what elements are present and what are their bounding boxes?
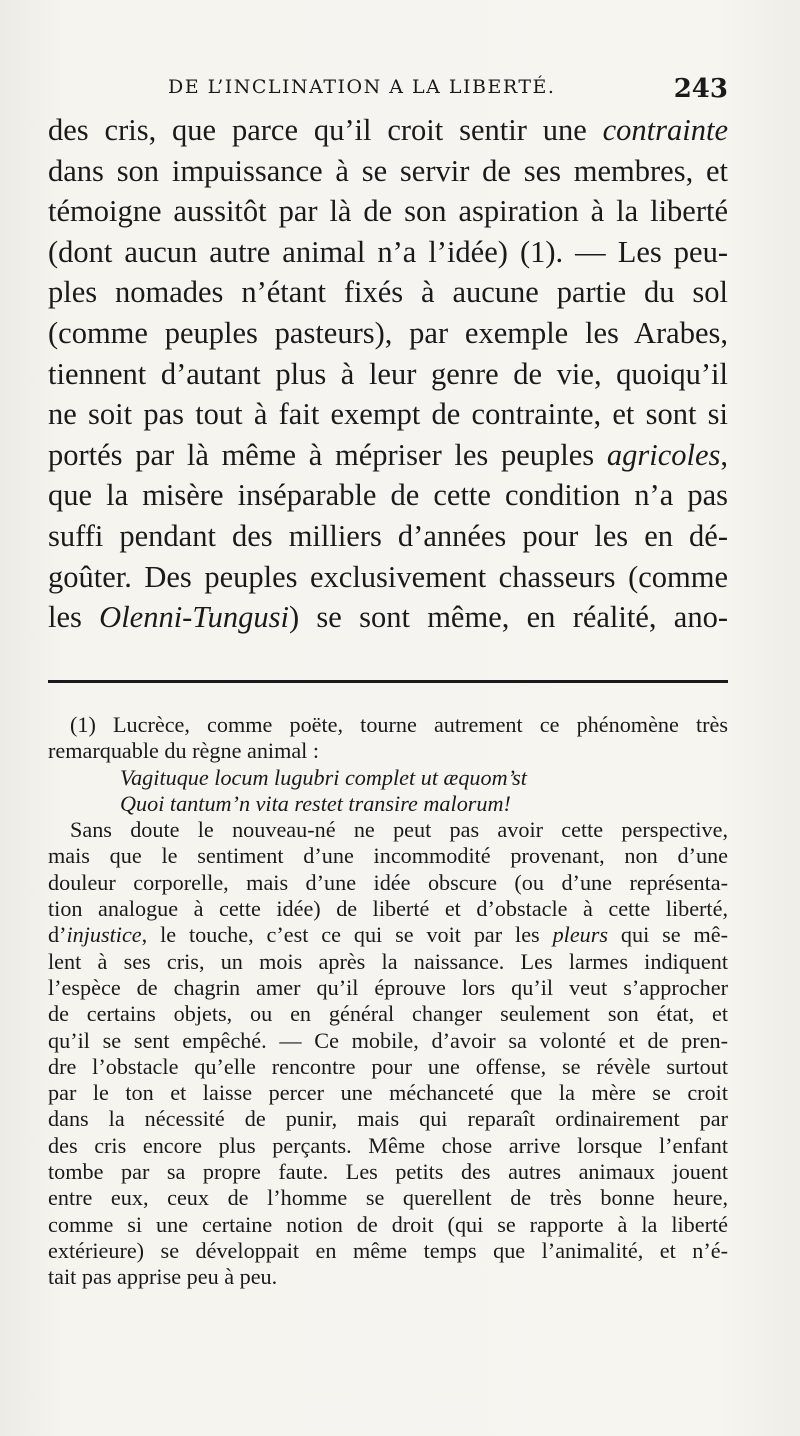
text-line [48,354,728,395]
text-segment: (comme peuples pasteurs), par exemple les Arabes, [48,315,728,350]
text-segment: , [720,437,728,472]
text-segment: l’espèce de chagrin amer qu’il éprouve lors qu’il veut s’approcher [48,974,728,1000]
footnote-line [48,870,728,896]
footnote-line [48,1185,728,1211]
footnote-line [48,922,728,948]
verse-line: Vagituque locum lugubri complet ut æquom’st [120,764,527,790]
text-segment: qui se mê- [608,922,728,948]
text-line [48,110,728,151]
text-segment: douleur corporelle, mais d’une idée obscure (ou d’une représenta- [48,869,728,895]
text-segment: tion analogue à cette idée) de liberté et d’obstacle à cette liberté, [48,896,728,922]
text-segment: témoigne aussitôt par là de son aspiration à la liberté [48,194,728,229]
footnote-line: (1) Lucrèce, comme poëte, tourne autrement ce phénomène très [70,712,728,737]
text-line [48,313,728,354]
text-line [48,151,728,192]
footnote-line [48,1212,728,1238]
running-title: DE L’INCLINATION A LA LIBERTÉ. [168,76,556,98]
italic-term: pleurs [552,922,609,948]
text-segment: tait pas apprise peu à peu. [48,1264,278,1290]
text-line [48,475,728,516]
footnote-line [48,1133,728,1159]
text-segment: dans son impuissance à se servir de ses membres, et [48,153,728,188]
text-segment: des cris encore plus perçants. Même chose arrive lorsque l’enfant [48,1132,728,1158]
text-segment: mais que le sentiment d’une incommodité provenant, non d’une [48,843,728,869]
text-segment: que la misère inséparable de cette condition n’a pas [48,478,728,513]
italic-term: Olenni-Tungusi [99,600,289,635]
italic-term: injustice [66,922,142,948]
footnote-line [48,1080,728,1106]
text-segment: goûter. Des peuples exclusivement chasseurs (comme [48,559,728,594]
text-line [48,557,728,598]
text-segment: , le touche, c’est ce qui se voit par les [141,922,553,948]
text-segment: qu’il se sent empêché. — Ce mobile, d’avoir sa volonté et de pren- [48,1027,728,1053]
text-line [48,516,728,557]
text-segment: dre l’obstacle qu’elle rencontre pour une offense, se révèle surtout [48,1053,728,1079]
text-segment: tiennent d’autant plus à leur genre de vie, quoiqu’il [48,356,728,391]
footnote-line [48,1238,728,1264]
text-line [48,394,728,435]
footnote-separator [48,680,728,683]
footnote-line: remarquable du règne animal : [48,738,320,764]
footnote-line [48,1054,728,1080]
footnote-line [48,1001,728,1027]
text-segment: d’ [48,922,67,948]
footnote-line [48,1106,728,1132]
footnote-line [48,896,728,922]
footnote-line [48,843,728,869]
footnote-verse [48,765,728,818]
footnote-body [48,817,728,1290]
footnote-line [48,1264,728,1290]
text-segment: de certains objets, ou en général changer seulement son état, et [48,1001,728,1027]
text-segment: suffi pendant des milliers d’années pour les en dé- [48,518,728,553]
text-segment: Sans doute le nouveau-né ne peut pas avoir cette perspective, [70,817,728,843]
footnote-line [48,949,728,975]
text-segment: ) se sont même, en réalité, ano- [288,600,728,635]
text-segment: dans la nécessité de punir, mais qui reparaît ordinairement par [48,1106,728,1132]
text-line [48,435,728,476]
text-segment: ne soit pas tout à fait exempt de contrainte, et sont si [48,397,728,432]
main-text [48,110,728,638]
text-segment: lent à ses cris, un mois après la naissance. Les larmes indiquent [48,948,728,974]
text-segment: tombe par sa propre faute. Les petits des autres animaux jouent [48,1159,728,1185]
text-line [48,191,728,232]
text-line [48,597,728,638]
italic-term: contrainte [602,113,728,147]
text-segment: ples nomades n’étant fixés à aucune partie du sol [48,275,728,310]
text-segment: comme si une certaine notion de droit (qui se rapporte à la liberté [48,1211,728,1237]
text-line [48,272,728,313]
text-segment: par le ton et laisse percer une méchanceté que la mère se croit [48,1080,728,1106]
page-header [48,74,728,110]
verse-line: Quoi tantum’n vita restet transire malorum! [120,790,511,816]
footnote-line [48,1159,728,1185]
text-segment: (dont aucun autre animal n’a l’idée) (1). — Les peu- [48,234,728,269]
footnote-line [48,975,728,1001]
footnote-intro [48,712,728,765]
footnote-line [48,1028,728,1054]
text-segment: des cris, que parce qu’il croit sentir une [48,113,603,147]
text-segment: portés par là même à mépriser les peuples [48,437,607,472]
text-segment: les [48,600,100,635]
page-number: 243 [673,74,728,104]
italic-term: agricoles [606,437,721,472]
footnote [48,712,728,1291]
text-segment: extérieure) se développait en même temps que l’animalité, et n’é- [48,1237,728,1263]
footnote-line [48,817,728,843]
text-line [48,232,728,273]
text-segment: entre eux, ceux de l’homme se querellent de très bonne heure, [48,1185,728,1211]
